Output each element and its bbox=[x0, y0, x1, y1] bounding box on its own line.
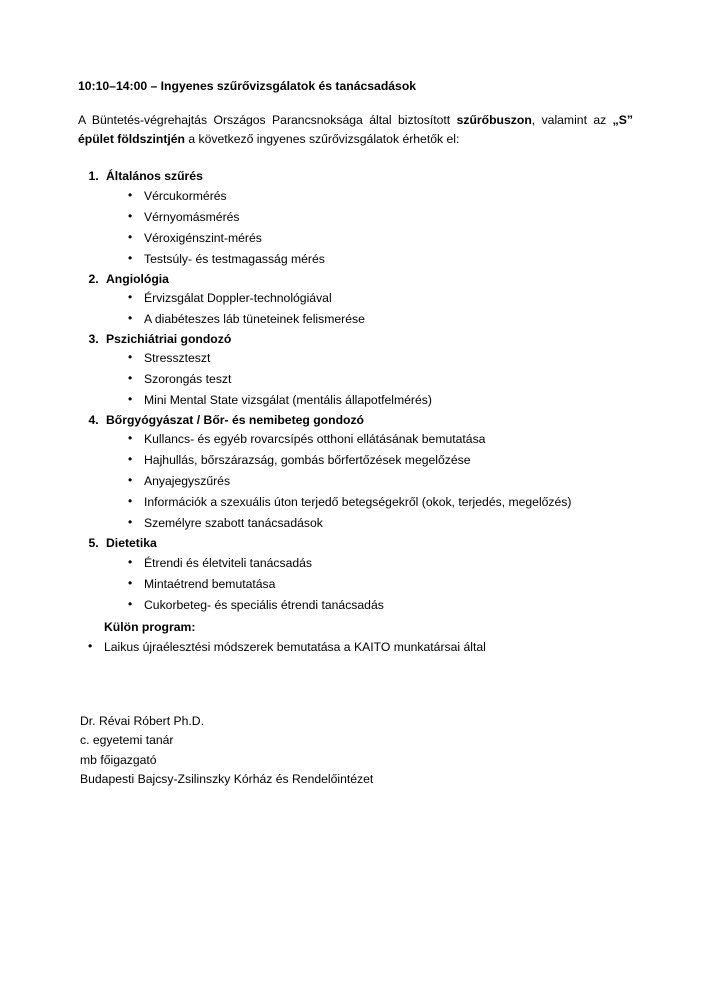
intro-text-3: a következő ingyenes szűrővizsgálatok érhetők el: bbox=[184, 132, 460, 147]
section-title: Pszichiátriai gondozó bbox=[106, 331, 232, 346]
signature-block bbox=[78, 712, 633, 789]
intro-text-2: , valamint az bbox=[531, 113, 613, 128]
list-item: • Mini Mental State vizsgálat (mentális állapotfelmérés) bbox=[128, 390, 633, 411]
section-title: Bőrgyógyászat / Bőr- és nemibeteg gondozó bbox=[106, 413, 364, 428]
screening-sections-list bbox=[78, 167, 633, 615]
list-item: • Vércukormérés bbox=[128, 186, 633, 207]
section-item bbox=[102, 167, 633, 269]
section-title: Angiológia bbox=[106, 271, 169, 286]
list-item: • Vérnyomásmérés bbox=[128, 207, 633, 228]
list-item: • A diabéteszes láb tüneteinek felismerése bbox=[128, 309, 633, 330]
list-item: • Cukorbeteg- és speciális étrendi tanácsadás bbox=[128, 595, 633, 616]
intro-bold-building: „S” épület földszintjén bbox=[78, 113, 633, 147]
signature-line: mb főigazgató bbox=[80, 752, 157, 767]
list-item: • Szorongás teszt bbox=[128, 369, 633, 390]
list-item: • Étrendi és életviteli tanácsadás bbox=[128, 553, 633, 574]
section-title: Dietetika bbox=[106, 536, 157, 551]
intro-bold-bus: szűrőbuszon bbox=[456, 113, 532, 128]
list-item: • Kullancs- és egyéb rovarcsípés otthoni ellátásának bemutatása bbox=[128, 429, 633, 450]
list-item: • Személyre szabott tanácsadások bbox=[128, 513, 633, 534]
section-item bbox=[102, 330, 633, 411]
extra-program-title: Külön program: bbox=[104, 619, 196, 634]
list-item: • Testsúly- és testmagasság mérés bbox=[128, 249, 633, 270]
section-bullet-list bbox=[106, 429, 633, 534]
intro-text-1: A Büntetés-végrehajtás Országos Parancsnoksága által biztosított bbox=[78, 113, 457, 128]
section-title: Általános szűrés bbox=[106, 169, 203, 184]
signature-line: Dr. Révai Róbert Ph.D. bbox=[80, 714, 204, 728]
page-title: 10:10–14:00 – Ingyenes szűrővizsgálatok és tanácsadások bbox=[78, 79, 417, 93]
list-item: • Stresszteszt bbox=[128, 348, 633, 369]
section-item bbox=[102, 534, 633, 615]
list-item: • Érvizsgálat Doppler-technológiával bbox=[128, 288, 633, 309]
list-item: • Hajhullás, bőrszárazság, gombás bőrfertőzések megelőzése bbox=[128, 450, 633, 471]
signature-line: c. egyetemi tanár bbox=[80, 733, 174, 748]
section-bullet-list bbox=[106, 553, 633, 616]
intro-paragraph bbox=[78, 111, 633, 149]
extra-program-list bbox=[78, 637, 633, 658]
list-item: • Laikus újraélesztési módszerek bemutatása a KAITO munkatársai által bbox=[82, 637, 633, 658]
section-item bbox=[102, 411, 633, 534]
section-bullet-list bbox=[106, 288, 633, 330]
section-bullet-list bbox=[106, 186, 633, 270]
list-item: • Mintaétrend bemutatása bbox=[128, 574, 633, 595]
list-item: • Véroxigénszint-mérés bbox=[128, 228, 633, 249]
list-item: • Anyajegyszűrés bbox=[128, 471, 633, 492]
list-item: • Információk a szexuális úton terjedő betegségekről (okok, terjedés, megelőzés) bbox=[128, 492, 633, 513]
section-item bbox=[102, 270, 633, 330]
section-bullet-list bbox=[106, 348, 633, 411]
signature-line: Budapesti Bajcsy-Zsilinszky Kórház és Rendelőintézet bbox=[80, 771, 374, 786]
